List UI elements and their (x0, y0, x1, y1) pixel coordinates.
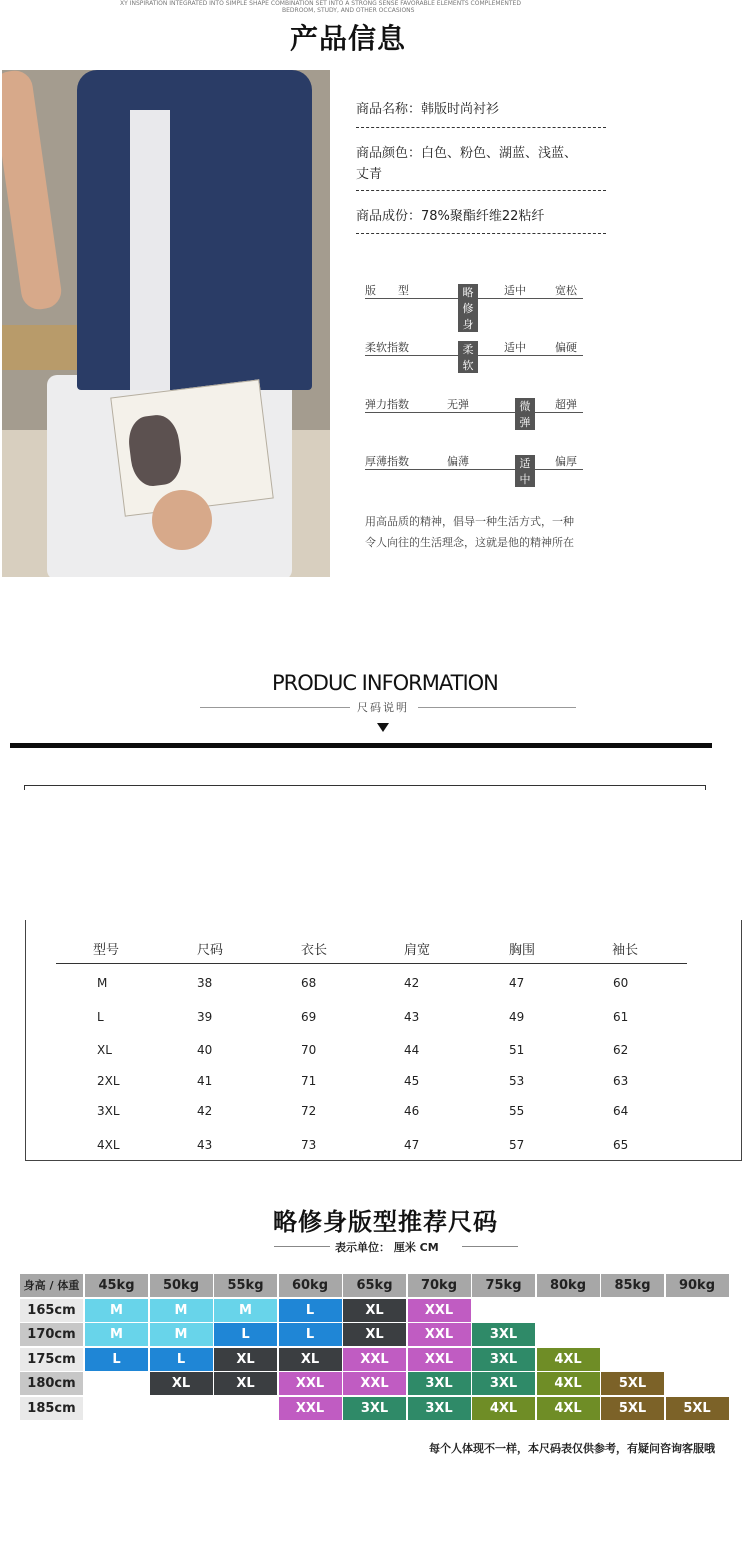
triangle-down-icon (377, 723, 389, 732)
grid-corner: 身高 / 体重 (20, 1274, 83, 1297)
grid-size-cell: XL (214, 1348, 277, 1371)
table-cell: 68 (301, 976, 317, 990)
grid-size-cell: XL (343, 1323, 406, 1346)
table-header: 衣长 (301, 943, 328, 958)
grid-height-header: 170cm (20, 1323, 83, 1346)
attr-label: 弹力指数 (365, 398, 409, 411)
grid-height-header: 185cm (20, 1397, 83, 1420)
attr-option: 偏薄 (447, 455, 469, 468)
grid-size-cell: XXL (279, 1372, 342, 1395)
section-subtitle: 尺码说明 (357, 701, 409, 714)
attr-label: 厚薄指数 (365, 455, 409, 468)
table-cell: 72 (301, 1104, 317, 1118)
grid-size-cell: 3XL (472, 1348, 535, 1371)
attr-row-elasticity (365, 394, 583, 429)
grid-weight-header: 85kg (601, 1274, 664, 1297)
table-cell: 47 (509, 976, 525, 990)
table-cell: 55 (509, 1104, 525, 1118)
table-header: 型号 (93, 943, 120, 958)
grid-size-cell: XXL (343, 1372, 406, 1395)
grid-size-cell: 4XL (537, 1348, 600, 1371)
grid-size-cell: 3XL (408, 1372, 471, 1395)
grid-size-cell: 3XL (408, 1397, 471, 1420)
grid-weight-header: 75kg (472, 1274, 535, 1297)
attr-row-thickness (365, 451, 583, 486)
grid-weight-header: 90kg (666, 1274, 729, 1297)
grid-size-cell: 4XL (537, 1397, 600, 1420)
grid-size-cell: XXL (279, 1397, 342, 1420)
section-title: PRODUC INFORMATION (272, 671, 498, 695)
table-cell: 43 (197, 1138, 213, 1152)
grid-size-cell: L (279, 1299, 342, 1322)
thick-rule (10, 743, 712, 748)
table-cell: 4XL (97, 1138, 120, 1152)
table-cell: 73 (301, 1138, 317, 1152)
divider (274, 1246, 330, 1247)
grid-size-cell: XL (214, 1372, 277, 1395)
product-material: 商品成份：78%聚酯纤维22粘纤 (356, 209, 545, 224)
grid-size-cell: L (150, 1348, 213, 1371)
attr-option-selected: 柔软 (458, 341, 478, 373)
table-cell: 41 (197, 1074, 213, 1088)
divider (462, 1246, 518, 1247)
grid-size-cell: M (150, 1323, 213, 1346)
table-header: 肩宽 (404, 943, 431, 958)
grid-size-cell: 5XL (601, 1372, 664, 1395)
page-title: 产品信息 (290, 22, 407, 55)
attr-option-selected: 适中 (515, 455, 535, 487)
attr-option: 偏硬 (555, 341, 577, 354)
table-header: 袖长 (612, 943, 639, 958)
table-header: 胸围 (509, 943, 536, 958)
grid-size-cell: 5XL (601, 1397, 664, 1420)
product-photo (2, 70, 330, 577)
grid-size-cell: M (85, 1323, 148, 1346)
table-cell: 62 (613, 1043, 629, 1057)
attr-option-selected: 微弹 (515, 398, 535, 430)
attr-option: 偏厚 (555, 455, 577, 468)
grid-size-cell: XL (343, 1299, 406, 1322)
table-cell: 2XL (97, 1074, 120, 1088)
attr-row-softness (365, 337, 583, 372)
grid-size-cell: 3XL (343, 1397, 406, 1420)
table-cell: 47 (404, 1138, 420, 1152)
table-cell: 60 (613, 976, 629, 990)
table-cell: 45 (404, 1074, 420, 1088)
header-tagline: XY INSPIRATION INTEGRATED INTO SIMPLE SHAPE COMBINATION SET INTO A STRONG SENSE FAVORABLE ELEMENTS COMPLEMENTED (120, 0, 521, 7)
grid-size-cell: M (214, 1299, 277, 1322)
table-cell: 64 (613, 1104, 629, 1118)
attr-option: 无弹 (447, 398, 469, 411)
recommend-title: 略修身版型推荐尺码 (273, 1208, 498, 1236)
table-cell: 51 (509, 1043, 525, 1057)
grid-size-cell: L (279, 1323, 342, 1346)
grid-size-cell: L (85, 1348, 148, 1371)
table-cell: 63 (613, 1074, 629, 1088)
divider (418, 707, 576, 708)
table-cell: 65 (613, 1138, 629, 1152)
grid-size-cell: 5XL (666, 1397, 729, 1420)
attr-row-fit (365, 280, 583, 331)
slogan-line-2: 令人向往的生活理念，这就是他的精神所在 (365, 536, 574, 549)
grid-size-cell: XL (279, 1348, 342, 1371)
table-cell: XL (97, 1043, 112, 1057)
slogan-line-1: 用高品质的精神，倡导一种生活方式，一种 (365, 515, 574, 528)
table-header-rule (56, 963, 687, 964)
table-cell: 46 (404, 1104, 420, 1118)
table-cell: 61 (613, 1010, 629, 1024)
table-cell: 42 (197, 1104, 213, 1118)
grid-size-cell: M (85, 1299, 148, 1322)
grid-weight-header: 50kg (150, 1274, 213, 1297)
table-header: 尺码 (197, 943, 224, 958)
header-subtagline: BEDROOM, STUDY, AND OTHER OCCASIONS (282, 7, 415, 14)
product-colors-cont: 丈青 (356, 167, 383, 182)
table-cell: M (97, 976, 108, 990)
table-cell: 71 (301, 1074, 317, 1088)
grid-weight-header: 55kg (214, 1274, 277, 1297)
grid-size-cell: 4XL (472, 1397, 535, 1420)
grid-height-header: 180cm (20, 1372, 83, 1395)
attr-label: 版 型 (365, 284, 409, 297)
divider (200, 707, 350, 708)
recommend-note: 每个人体现不一样，本尺码表仅供参考，有疑问咨询客服哦 (429, 1442, 715, 1455)
product-name: 商品名称：韩版时尚衬衫 (356, 102, 500, 117)
divider (356, 127, 606, 128)
grid-weight-header: 45kg (85, 1274, 148, 1297)
grid-weight-header: 65kg (343, 1274, 406, 1297)
recommend-unit: 表示单位： 厘米 CM (335, 1241, 439, 1254)
table-cell: 3XL (97, 1104, 120, 1118)
grid-weight-header: 60kg (279, 1274, 342, 1297)
grid-size-cell: XXL (343, 1348, 406, 1371)
attr-option: 适中 (504, 341, 526, 354)
grid-size-cell: XXL (408, 1299, 471, 1322)
attr-option-selected: 略修身 (458, 284, 478, 332)
table-cell: 69 (301, 1010, 317, 1024)
grid-size-cell: 3XL (472, 1323, 535, 1346)
table-cell: 42 (404, 976, 420, 990)
grid-size-cell: L (214, 1323, 277, 1346)
grid-size-cell: XXL (408, 1323, 471, 1346)
grid-size-cell: XXL (408, 1348, 471, 1371)
attr-label: 柔软指数 (365, 341, 409, 354)
table-cell: 43 (404, 1010, 420, 1024)
product-colors: 商品颜色：白色、粉色、湖蓝、浅蓝、 (356, 146, 578, 161)
table-cell: 53 (509, 1074, 525, 1088)
table-cell: L (97, 1010, 104, 1024)
attr-option: 适中 (504, 284, 526, 297)
grid-size-cell: XL (150, 1372, 213, 1395)
grid-weight-header: 80kg (537, 1274, 600, 1297)
table-cell: 57 (509, 1138, 525, 1152)
divider (356, 233, 606, 234)
attr-option: 超弹 (555, 398, 577, 411)
table-cell: 70 (301, 1043, 317, 1057)
grid-size-cell: 3XL (472, 1372, 535, 1395)
attr-option: 宽松 (555, 284, 577, 297)
table-cell: 40 (197, 1043, 213, 1057)
table-cell: 44 (404, 1043, 420, 1057)
grid-weight-header: 70kg (408, 1274, 471, 1297)
grid-height-header: 175cm (20, 1348, 83, 1371)
frame-top (24, 785, 706, 790)
grid-size-cell: M (150, 1299, 213, 1322)
grid-height-header: 165cm (20, 1299, 83, 1322)
table-cell: 39 (197, 1010, 213, 1024)
grid-size-cell: 4XL (537, 1372, 600, 1395)
table-cell: 38 (197, 976, 213, 990)
divider (356, 190, 606, 191)
table-cell: 49 (509, 1010, 525, 1024)
